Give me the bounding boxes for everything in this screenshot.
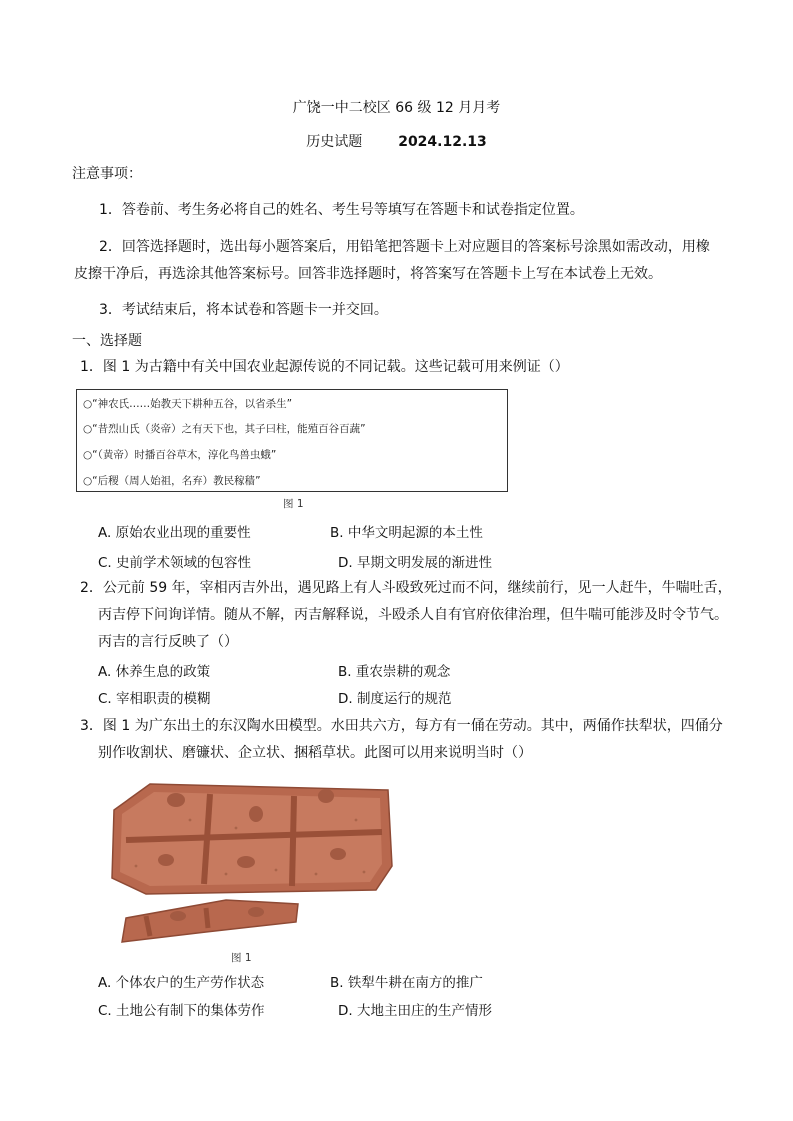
q1-quote-4: ○“后稷（周人始祖，名弃）教民稼穑” — [83, 475, 261, 487]
q3-option-d[interactable]: D. 大地主田庄的生产情形 — [338, 1003, 492, 1019]
q1-stem: 1．图 1 为古籍中有关中国农业起源传说的不同记载。这些记载可用来例证（） — [80, 359, 569, 375]
q3-stem-line-2: 别作收割状、磨镰状、企立状、捆稻草状。此图可以用来说明当时（） — [98, 745, 532, 761]
notice-item-3: 3．考试结束后，将本试卷和答题卡一并交回。 — [99, 302, 388, 318]
q1-option-c[interactable]: C. 史前学术领域的包容性 — [98, 555, 252, 571]
q1-quote-1: ○“神农氏……始教天下耕种五谷，以省杀生” — [83, 398, 293, 410]
section-heading: 一、选择题 — [72, 333, 142, 349]
exam-title: 广饶一中二校区 66 级 12 月月考 — [292, 100, 501, 116]
q3-option-a[interactable]: A. 个体农户的生产劳作状态 — [98, 975, 265, 991]
q2-option-d[interactable]: D. 制度运行的规范 — [338, 691, 452, 707]
q3-stem-line-1: 3．图 1 为广东出土的东汉陶水田模型。水田共六方，每方有一俑在劳动。其中，两俑作扶犁状，四俑分 — [80, 718, 723, 734]
notice-item-1: 1．答卷前、考生务必将自己的姓名、考生号等填写在答题卡和试卷指定位置。 — [99, 202, 584, 218]
q1-option-d[interactable]: D. 早期文明发展的渐进性 — [338, 555, 492, 571]
notice-item-2-line-2: 皮擦干净后，再选涂其他答案标号。回答非选择题时，将答案写在答题卡上写在本试卷上无效。 — [74, 266, 662, 282]
subject-label: 历史试题 — [306, 134, 363, 150]
notice-item-2-line-1: 2．回答选择题时，选出每小题答案后，用铅笔把答题卡上对应题目的答案标号涂黑如需改动，用橡 — [99, 239, 710, 255]
exam-date: 2024.12.13 — [398, 134, 487, 150]
pottery-paddy-field-model-image — [106, 770, 402, 948]
q3-option-b[interactable]: B. 铁犁牛耕在南方的推广 — [330, 975, 483, 991]
q1-option-b[interactable]: B. 中华文明起源的本土性 — [330, 525, 483, 541]
q2-option-a[interactable]: A. 休养生息的政策 — [98, 664, 211, 680]
q3-figure-caption: 图 1 — [231, 952, 252, 964]
q1-quote-box — [76, 389, 508, 492]
q2-option-b[interactable]: B. 重农崇耕的观念 — [338, 664, 451, 680]
q2-stem-line-1: 2．公元前 59 年，宰相丙吉外出，遇见路上有人斗殴致死过而不问，继续前行，见一人赶牛，牛喘吐舌， — [80, 580, 732, 596]
q3-option-c[interactable]: C. 土地公有制下的集体劳作 — [98, 1003, 265, 1019]
q2-option-c[interactable]: C. 宰相职责的模糊 — [98, 691, 211, 707]
q1-quote-2: ○“昔烈山氏（炎帝）之有天下也，其子曰柱，能殖百谷百蔬” — [83, 423, 366, 435]
q2-stem-line-2: 丙吉停下问询详情。随从不解，丙吉解释说，斗殴杀人自有官府依律治理，但牛喘可能涉及时令节气。 — [98, 607, 728, 623]
q2-stem-line-3: 丙吉的言行反映了（） — [98, 634, 238, 650]
q1-quote-3: ○“（黄帝）时播百谷草木，淳化鸟兽虫蛾” — [83, 449, 277, 461]
q1-figure-caption: 图 1 — [283, 498, 304, 510]
q1-option-a[interactable]: A. 原始农业出现的重要性 — [98, 525, 251, 541]
notice-heading: 注意事项： — [72, 166, 142, 182]
exam-subtitle — [0, 131, 793, 151]
